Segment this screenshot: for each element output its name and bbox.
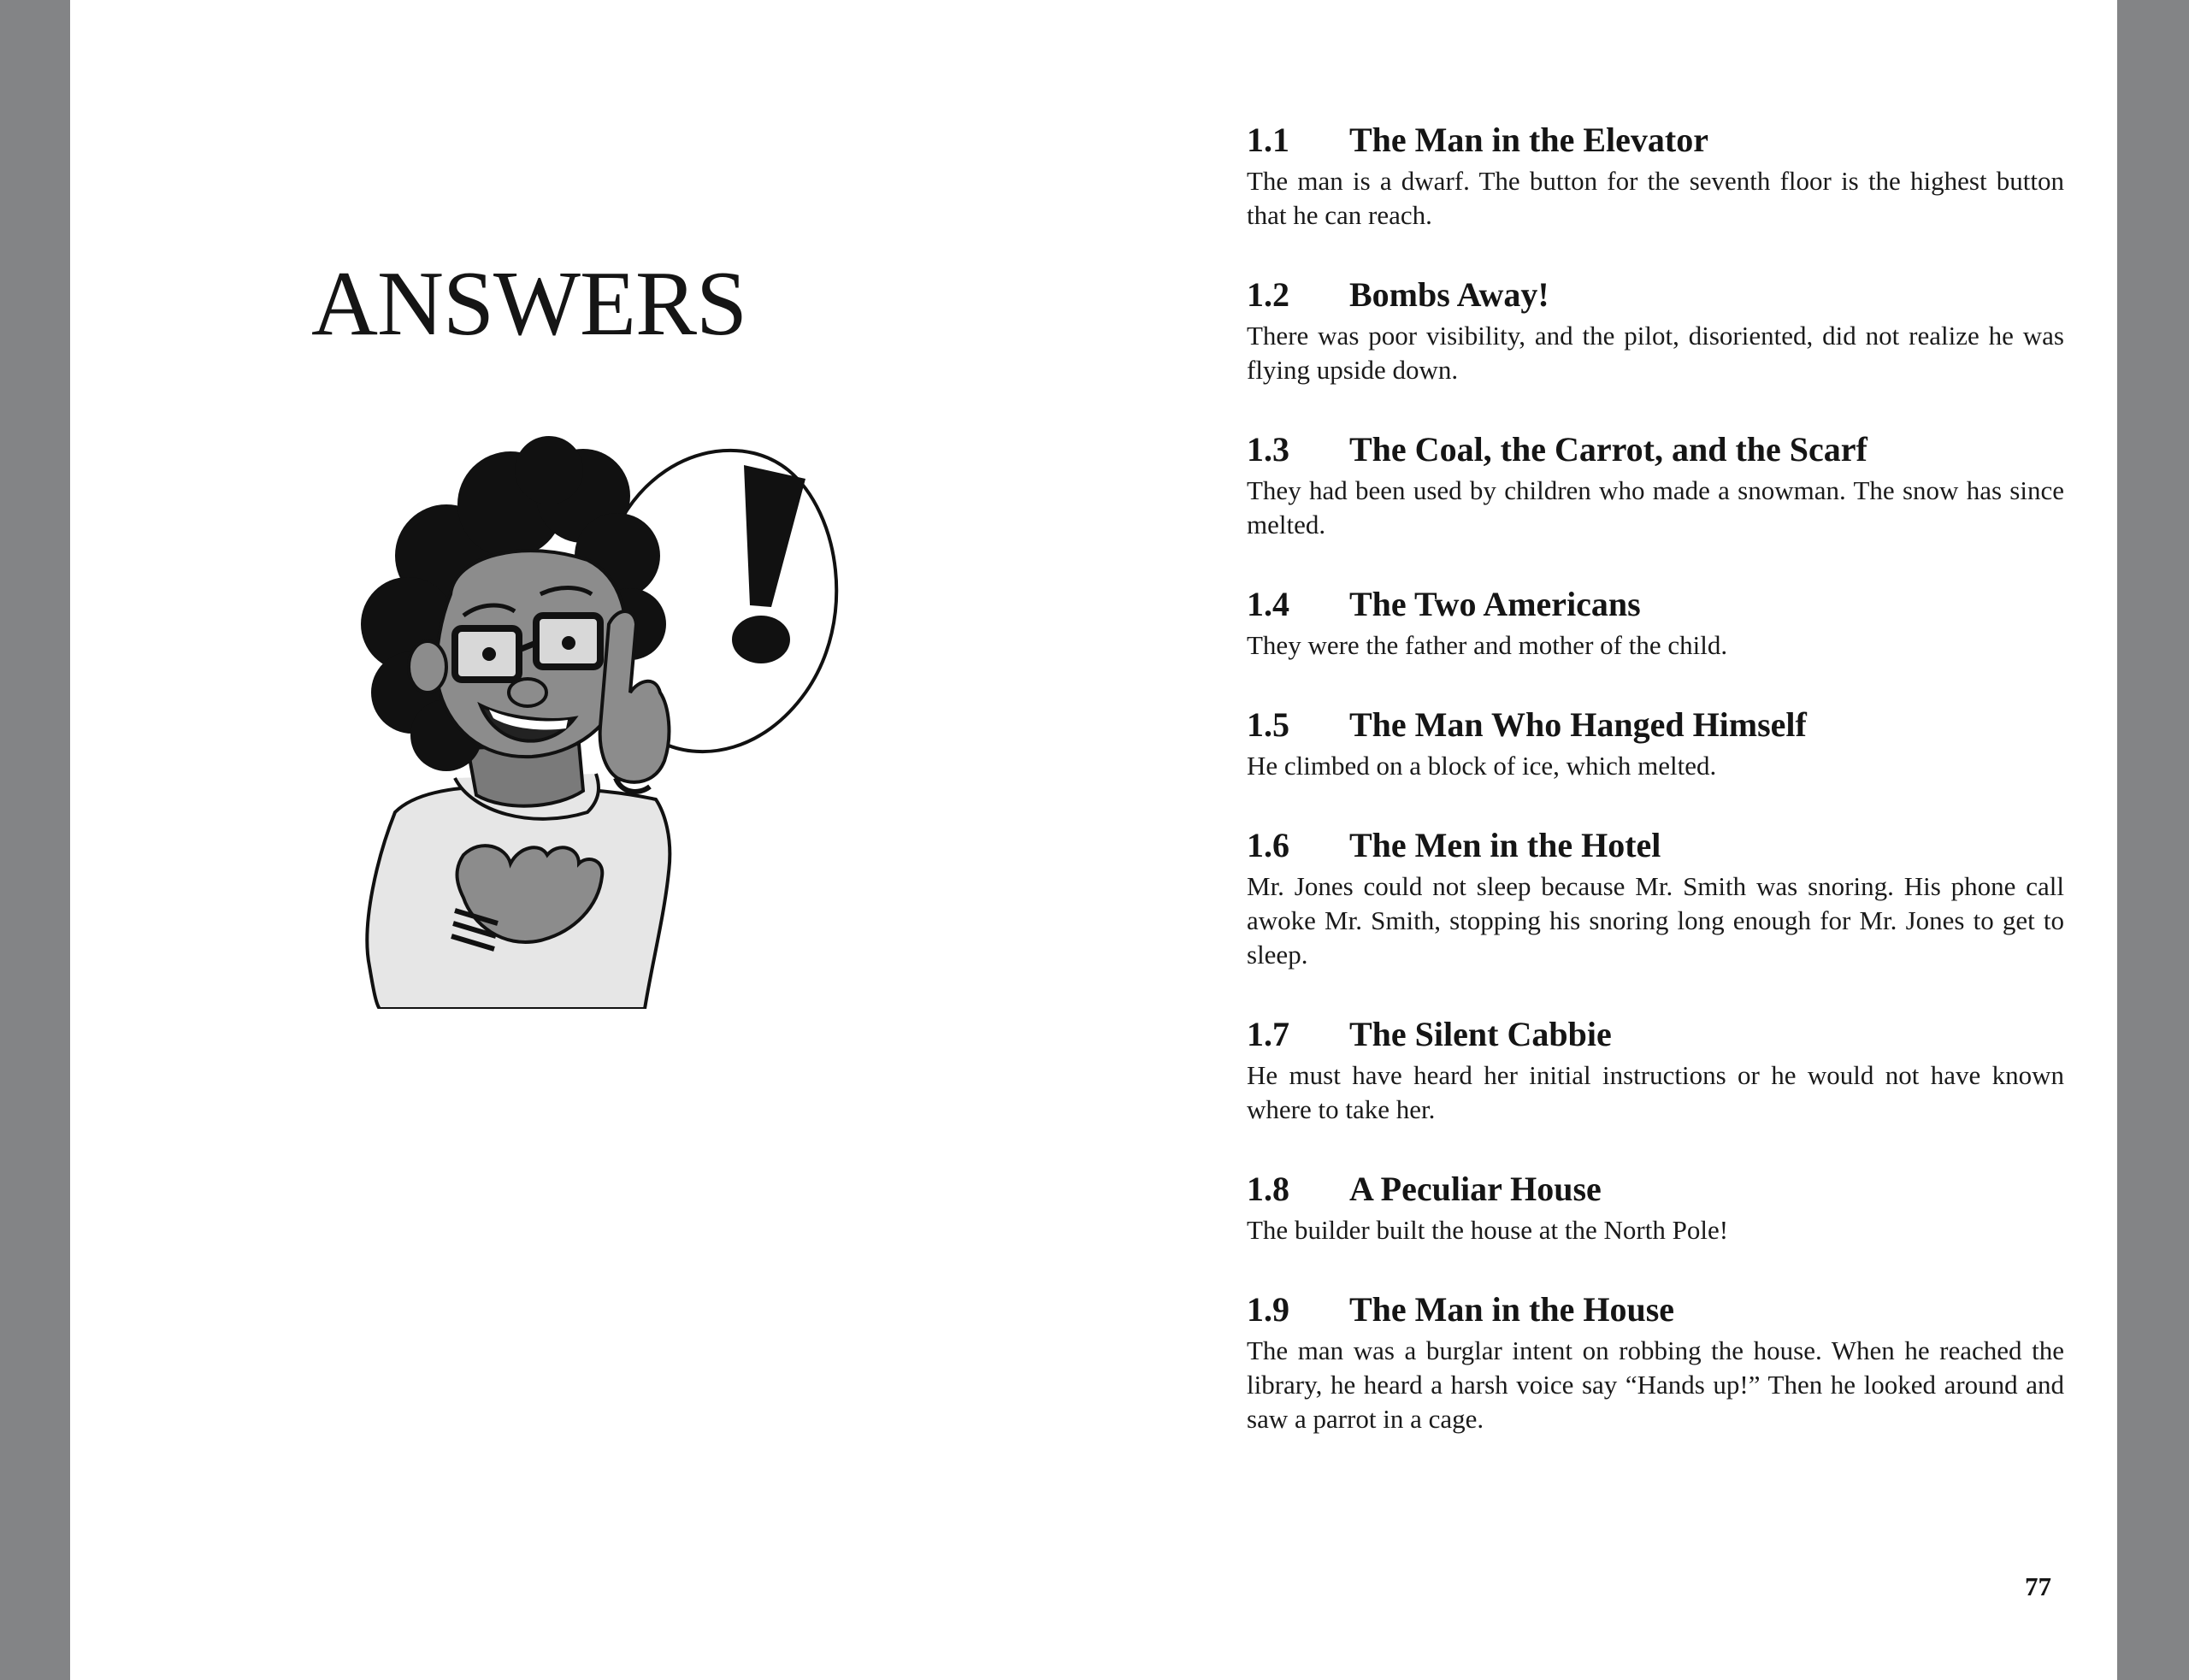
answer-heading — [1247, 271, 2064, 319]
answer-heading — [1247, 426, 2064, 474]
answer-title: The Man in the Elevator — [1349, 121, 1708, 159]
answer-heading — [1247, 1011, 2064, 1058]
answer-number: 1.4 — [1247, 585, 1289, 623]
answer-text: Mr. Jones could not sleep because Mr. Smith was snoring. His phone call awoke Mr. Smith, stopping his snoring long enough for Mr. Jones to get to sleep. — [1247, 871, 2064, 970]
answer-number: 1.9 — [1247, 1290, 1289, 1329]
page-number: 77 — [2025, 1571, 2051, 1601]
answer-item — [1247, 1165, 2064, 1247]
answer-heading — [1247, 1165, 2064, 1213]
woman-with-glasses-exclamation-icon — [327, 410, 908, 1009]
answer-item — [1247, 426, 2064, 542]
answer-text: He must have heard her initial instructions or he would not have known where to take her. — [1247, 1060, 2064, 1124]
answer-title: The Man Who Hanged Himself — [1349, 705, 1807, 744]
answer-item — [1247, 701, 2064, 783]
answer-item — [1247, 822, 2064, 972]
answer-text: There was poor visibility, and the pilot, disoriented, did not realize he was flying upside down. — [1247, 321, 2064, 385]
answer-item — [1247, 1286, 2064, 1436]
answer-heading — [1247, 701, 2064, 749]
answer-number: 1.6 — [1247, 826, 1289, 864]
answers-list — [1247, 116, 2064, 1475]
answer-heading — [1247, 1286, 2064, 1334]
answer-title: A Peculiar House — [1349, 1170, 1602, 1208]
answer-item — [1247, 1011, 2064, 1127]
answer-text: The builder built the house at the North Pole! — [1247, 1215, 1729, 1245]
answer-number: 1.5 — [1247, 705, 1289, 744]
answer-heading — [1247, 822, 2064, 869]
answer-heading — [1247, 581, 2064, 628]
answer-number: 1.3 — [1247, 430, 1289, 469]
answer-item — [1247, 116, 2064, 233]
answer-text: They had been used by children who made a snowman. The snow has since melted. — [1247, 475, 2064, 539]
answer-text: The man was a burglar intent on robbing the house. When he reached the library, he heard a harsh voice say “Hands up!” Then he looked around and saw a parrot in a cage. — [1247, 1335, 2064, 1434]
answer-text: They were the father and mother of the child. — [1247, 630, 1728, 660]
answer-number: 1.8 — [1247, 1170, 1289, 1208]
answer-title: The Coal, the Carrot, and the Scarf — [1349, 430, 1867, 469]
answer-heading — [1247, 116, 2064, 164]
answer-title: The Man in the House — [1349, 1290, 1675, 1329]
answer-number: 1.1 — [1247, 121, 1289, 159]
answer-number: 1.7 — [1247, 1015, 1289, 1053]
book-page — [70, 0, 2117, 1680]
answer-title: Bombs Away! — [1349, 275, 1549, 314]
answer-title: The Two Americans — [1349, 585, 1641, 623]
answer-item — [1247, 581, 2064, 663]
answer-title: The Men in the Hotel — [1349, 826, 1661, 864]
answer-title: The Silent Cabbie — [1349, 1015, 1612, 1053]
answer-text: The man is a dwarf. The button for the seventh floor is the highest button that he can reach. — [1247, 166, 2064, 230]
answer-number: 1.2 — [1247, 275, 1289, 314]
answer-text: He climbed on a block of ice, which melted. — [1247, 751, 1717, 781]
page-heading: ANSWERS — [311, 253, 747, 355]
answer-item — [1247, 271, 2064, 387]
